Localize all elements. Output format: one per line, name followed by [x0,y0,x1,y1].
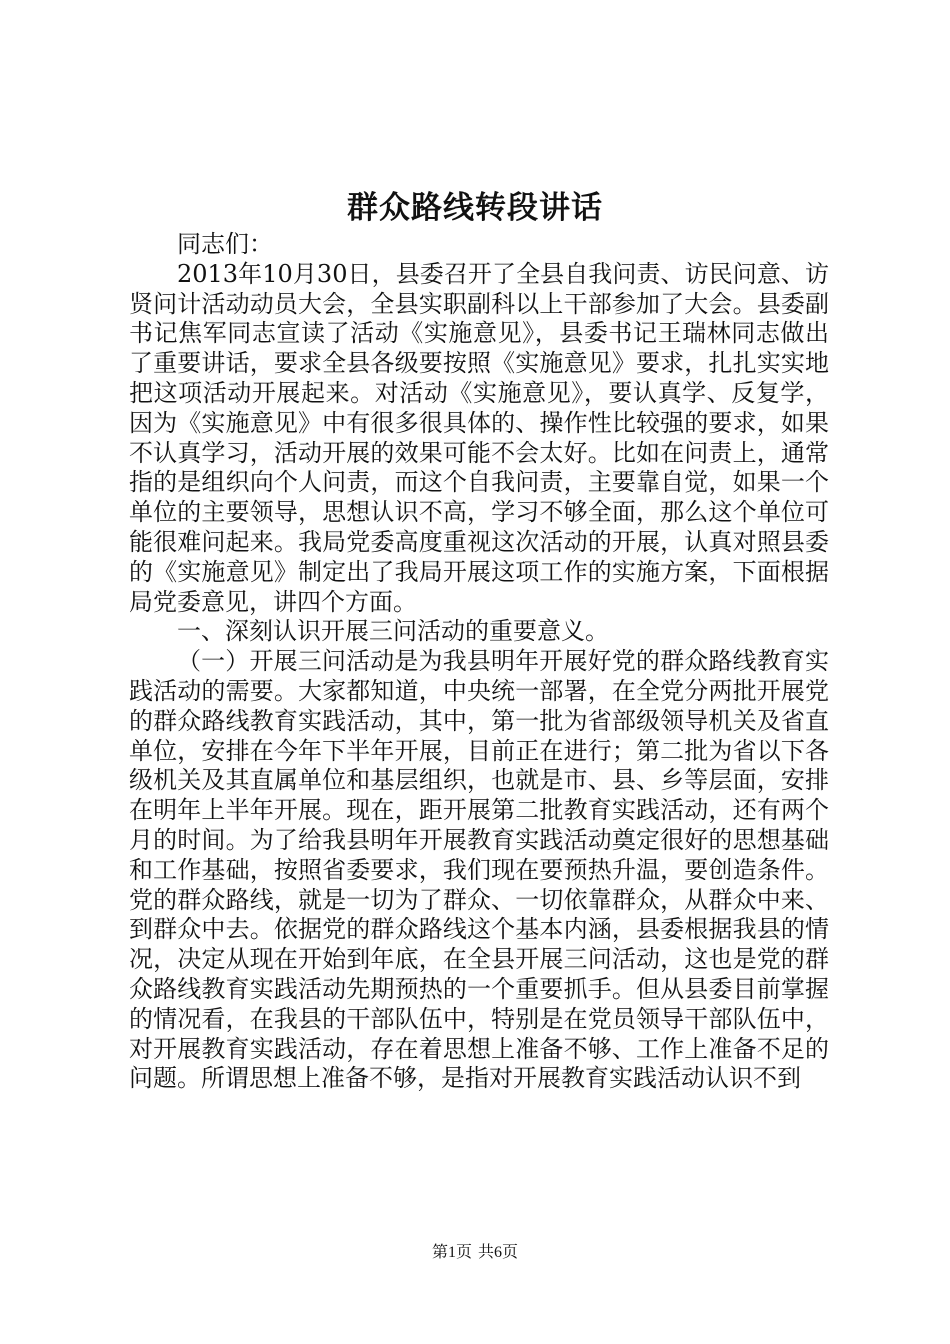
document-title: 群众路线转段讲话 [347,190,603,226]
page-number: 第1页 [431,1244,472,1261]
paragraph-section-1-1: （一）开展三问活动是为我县明年开展好党的群众路线教育实践活动的需要。大家都知道，中央统一部署，在全党分两批开展党的群众路线教育实践活动，其中，第一批为省部级领导机关及省直单位，安排在今年下半年开展，目前正在进行；第二批为省以下各级机关及其直属单位和基层组织，也就是市、县、乡等层面，安排在明年上半年开展。现在，距开展第二批教育实践活动，还有两个月的时间。为了给我县明年开展教育实践活动奠定很好的思想基础和工作基础，按照省委要求，我们现在要预热升温，要创造条件。党的群众路线，就是一切为了群众、一切依靠群众，从群众中来、到群众中去。依据党的群众路线这个基本内涵，县委根据我县的情况，决定从现在开始到年底，在全县开展三问活动，这也是党的群众路线教育实践活动先期预热的一个重要抓手。但从县委目前掌握的情况看，在我县的干部队伍中，特别是在党员领导干部队伍中，对开展教育实践活动，存在着思想上准备不够、工作上准备不足的问题。所谓思想上准备不够，是指对开展教育实践活动认识不到 [129,647,829,1093]
section-heading-1: 一、深刻认识开展三问活动的重要意义。 [177,617,609,646]
salutation: 同志们： [177,230,273,258]
page-footer [0,1242,950,1264]
paragraph-intro: 2013年10月30日，县委召开了全县自我问责、访民问意、访贤问计活动动员大会，全县实职副科以上干部参加了大会。县委副书记焦军同志宣读了活动《实施意见》，县委书记王瑞林同志做出了重要讲话，要求全县各级要按照《实施意见》要求，扎扎实实地把这项活动开展起来。对活动《实施意见》，要认真学、反复学，因为《实施意见》中有很多很具体的、操作性比较强的要求，如果不认真学习，活动开展的效果可能不会太好。比如在问责上，通常指的是组织向个人问责，而这个自我问责，主要靠自觉，如果一个单位的主要领导，思想认识不高，学习不够全面，那么这个单位可能很难问起来。我局党委高度重视这次活动的开展，认真对照县委的《实施意见》制定出了我局开展这项工作的实施方案，下面根据局党委意见，讲四个方面。 [129,259,829,616]
document-body [129,230,829,1094]
page-total: 共6页 [478,1244,519,1261]
